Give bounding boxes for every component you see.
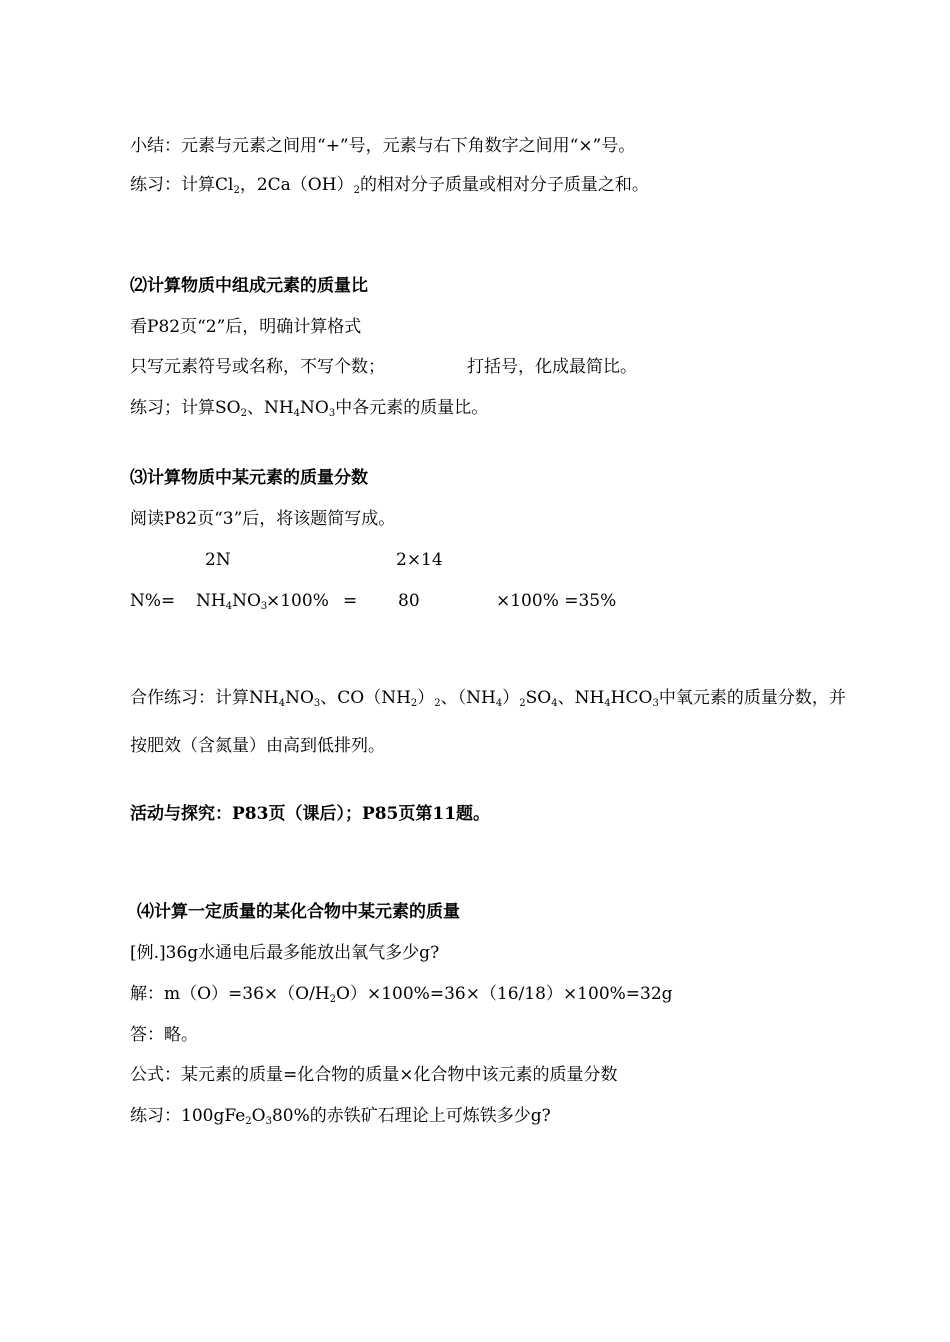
coop-text: 合作练习：计算NH (130, 688, 279, 708)
section3-title: ⑶计算物质中某元素的质量分数 (130, 468, 368, 488)
example-line: [例.]36g水通电后最多能放出氧气多少g? (130, 943, 440, 963)
formula-times-1: ×100% (266, 591, 329, 611)
subscript: 2 (410, 698, 418, 709)
solution-text: 解：m（O）=36×（O/H (130, 984, 330, 1004)
answer-line: 答：略。 (130, 1025, 198, 1045)
practice-text: 练习；计算SO (130, 398, 241, 418)
coop-text: 、NH (557, 688, 605, 708)
formula-label: N%= (130, 591, 176, 611)
practice-text: 的相对分子质量或相对分子质量之和。 (359, 175, 649, 195)
formula-text: NH (196, 591, 226, 611)
formula-denominator-2: 80 (398, 591, 420, 611)
subscript: 2 (233, 185, 240, 196)
formula-numerator-1: 2N (205, 550, 231, 570)
formula-result: ×100% =35% (496, 591, 617, 611)
section2-line2 (130, 356, 385, 378)
formula-line: 公式：某元素的质量=化合物的质量×化合物中该元素的质量分数 (130, 1065, 618, 1085)
section2-title: ⑵计算物质中组成元素的质量比 (130, 276, 368, 296)
practice-text: 中各元素的质量比。 (335, 398, 489, 418)
practice-text: 、NH (246, 398, 294, 418)
subscript: 3 (313, 698, 321, 709)
coop-line-2: 按肥效（含氮量）由高到低排列。 (130, 736, 385, 756)
subscript: 4 (278, 698, 286, 709)
practice-text: ，2Ca（OH） (239, 175, 354, 195)
practice-text: 练习：计算Cl (130, 175, 234, 195)
subscript: 4 (225, 601, 233, 612)
summary-line (130, 135, 635, 157)
formula-numerator-2: 2×14 (396, 550, 443, 570)
subscript: 3 (652, 698, 659, 709)
section2-line1: 看P82页“2”后，明确计算格式 (130, 317, 362, 337)
solution-line (130, 983, 673, 1005)
section2-practice (130, 397, 488, 419)
subscript: 4 (495, 698, 503, 709)
practice-text: 练习：100gFe (130, 1106, 246, 1126)
coop-line-1 (130, 687, 846, 709)
coop-text: 中氧元素的质量分数，并 (658, 688, 846, 708)
subscript: 2 (434, 698, 441, 709)
subscript: 3 (260, 601, 268, 612)
coop-text: NO (285, 688, 314, 708)
subscript: 3 (265, 1116, 272, 1127)
subscript: 3 (328, 408, 336, 419)
section3-line1: 阅读P82页“3”后，将该题简写成。 (130, 509, 396, 529)
section2-line2b: 打括号，化成最简比。 (467, 357, 637, 377)
subscript: 2 (353, 185, 360, 196)
activity-line: 活动与探究：P83页（课后）；P85页第11题。 (130, 804, 491, 824)
subscript: 2 (240, 408, 247, 419)
subscript: 2 (519, 698, 526, 709)
section4-title: ⑷计算一定质量的某化合物中某元素的质量 (137, 902, 460, 922)
solution-text: O）×100%=36×（16/18）×100%=32g (336, 984, 673, 1004)
coop-text: ） (502, 688, 520, 708)
rule-text-a: 只写元素符号或名称，不写个数； (130, 357, 385, 377)
formula-equals: = (343, 591, 358, 611)
subscript: 2 (245, 1116, 252, 1127)
formula-denominator-1 (196, 590, 267, 612)
summary-text: 小结：元素与元素之间用“+”号，元素与右下角数字之间用“×”号。 (130, 136, 636, 156)
coop-text: 、（NH (440, 688, 496, 708)
practice-text: 80%的赤铁矿石理论上可炼铁多少g? (271, 1106, 551, 1126)
coop-text: ） (417, 688, 435, 708)
practice-line-4 (130, 1105, 551, 1127)
practice-text: O (251, 1106, 266, 1126)
subscript: 4 (293, 408, 301, 419)
formula-text: NO (232, 591, 261, 611)
coop-text: SO (525, 688, 552, 708)
practice-text: NO (300, 398, 329, 418)
coop-text: 、CO（NH (320, 688, 411, 708)
subscript: 4 (551, 698, 558, 709)
subscript: 4 (604, 698, 611, 709)
coop-text: HCO (610, 688, 653, 708)
practice-line-1 (130, 174, 649, 196)
subscript: 2 (329, 994, 337, 1005)
